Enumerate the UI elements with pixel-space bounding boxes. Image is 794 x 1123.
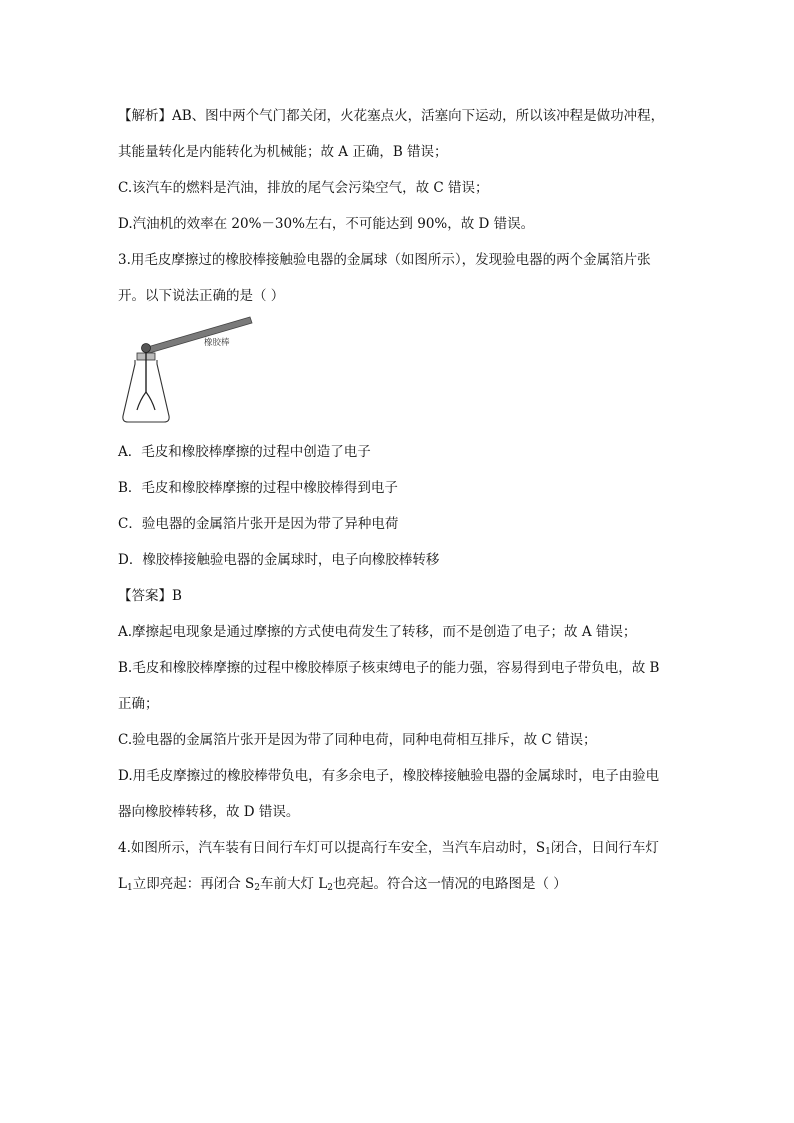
question-3-stem-line-2: 开。以下说法正确的是（ ）	[118, 288, 285, 304]
explanation-line-2: B.毛皮和橡胶棒摩擦的过程中橡胶棒原子核束缚电子的能力强，容易得到电子带负电，故 B	[118, 660, 660, 676]
foil-leaf-left	[137, 392, 146, 410]
q4-sub-s1: 1	[545, 847, 551, 857]
explanation-line-1: A.摩擦起电现象是通过摩擦的方式使电荷发生了转移，而不是创造了电子；故 A 错误；	[118, 624, 637, 640]
option-a: A．毛皮和橡胶棒摩擦的过程中创造了电子	[118, 444, 371, 460]
answer-label: 【答案】B	[118, 588, 182, 604]
foil-leaf-right	[146, 392, 155, 410]
option-d: D．橡胶棒接触验电器的金属球时，电子向橡胶棒转移	[118, 552, 440, 568]
q4-text-1a: 4.如图所示，汽车装有日间行车灯可以提高行车安全，当汽车启动时，S	[118, 840, 546, 856]
q4-text-2c: 车前大灯 L	[259, 876, 328, 892]
q4-text-2d: 也亮起。符合这一情况的电路图是（ ）	[332, 876, 567, 892]
explanation-line-6: 器向橡胶棒转移，故 D 错误。	[118, 804, 300, 820]
electroscope-figure	[118, 312, 258, 428]
question-3-stem-line-1: 3.用毛皮摩擦过的橡胶棒接触验电器的金属球（如图所示），发现验电器的两个金属箔片张	[118, 252, 651, 268]
q4-sub-s2: 2	[254, 883, 260, 893]
q4-text-2b: 立即亮起：再闭合 S	[132, 876, 255, 892]
explanation-line-5: D.用毛皮摩擦过的橡胶棒带负电，有多余电子，橡胶棒接触验电器的金属球时，电子由验电	[118, 768, 660, 784]
option-c: C．验电器的金属箔片张开是因为带了异种电荷	[118, 516, 399, 532]
analysis-line-2: 其能量转化是内能转化为机械能；故 A 正确，B 错误；	[118, 144, 448, 160]
q4-text-1b: 闭合，日间行车灯	[550, 840, 659, 856]
q4-text-2a: L	[118, 876, 127, 892]
analysis-line-3: C.该汽车的燃料是汽油，排放的尾气会污染空气，故 C 错误；	[118, 180, 489, 196]
explanation-line-4: C.验电器的金属箔片张开是因为带了同种电荷，同种电荷相互排斥，故 C 错误；	[118, 732, 597, 748]
rubber-rod-label: 橡胶棒	[204, 337, 230, 347]
analysis-line-1: 【解析】AB、图中两个气门都关闭，火花塞点火，活塞向下运动，所以该冲程是做功冲程，	[118, 108, 665, 124]
q4-sub-l2: 2	[327, 883, 333, 893]
q4-sub-l1: 1	[126, 883, 133, 893]
rubber-rod	[144, 317, 252, 354]
metal-ball	[142, 344, 151, 353]
question-4-line-2	[118, 874, 688, 894]
analysis-line-4: D.汽油机的效率在 20%－30%左右，不可能达到 90%，故 D 错误。	[118, 216, 535, 232]
option-b: B．毛皮和橡胶棒摩擦的过程中橡胶棒得到电子	[118, 480, 398, 496]
question-4-line-1	[118, 838, 688, 858]
explanation-line-3: 正确；	[118, 696, 159, 712]
